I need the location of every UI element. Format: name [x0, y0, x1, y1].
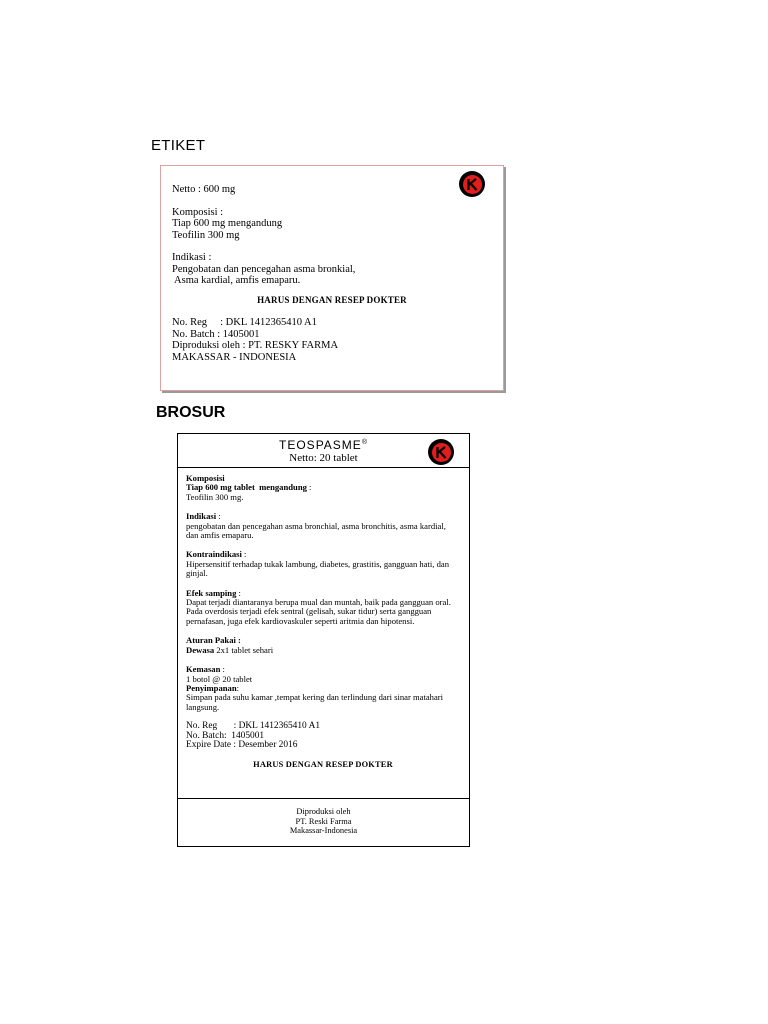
- dewasa-text: 2x1 tablet sehari: [214, 644, 274, 655]
- efek-samping-label: Efek samping: [186, 587, 237, 598]
- colon: :: [306, 482, 312, 493]
- komposisi-line: Tiap 600 mg mengandung: [172, 218, 283, 229]
- indikasi-line: Pengobatan dan pencegahan asma bronkial,: [172, 263, 356, 275]
- manufacturer: Diproduksi oleh : PT. RESKY FARMA: [172, 340, 339, 351]
- registered-mark: ®: [361, 439, 368, 446]
- footer-line: Makassar-Indonesia: [289, 826, 358, 835]
- dewasa-label: Dewasa: [186, 644, 215, 655]
- k-letter-icon: [435, 446, 448, 459]
- colon: :: [241, 549, 247, 560]
- brosur-leaflet: [177, 433, 470, 847]
- brosur-header: [178, 434, 469, 468]
- footer-divider: [178, 798, 469, 799]
- no-reg: No. Reg : DKL 1412365410 A1: [172, 317, 317, 328]
- komposisi-detail: Tiap 600 mg tablet mengandung: [186, 482, 307, 493]
- kontraindikasi-label: Kontraindikasi: [186, 549, 242, 560]
- prescription-warning: HARUS DENGAN RESEP DOKTER: [253, 760, 393, 770]
- no-batch: No. Batch: 1405001: [186, 730, 265, 741]
- no-reg: No. Reg : DKL 1412365410 A1: [186, 721, 321, 732]
- indikasi-line: Asma kardial, amfis emaparu.: [172, 275, 301, 286]
- penyimpanan-text: Simpan pada suhu kamar ,tempat kering dan terlindung dari sinar matahari langsung.: [186, 692, 444, 712]
- location: MAKASSAR - INDONESIA: [172, 351, 297, 363]
- footer-line: PT. Reski Farma: [295, 816, 352, 826]
- product-name: TEOSPASME: [279, 438, 362, 452]
- product-title: [178, 438, 469, 452]
- colon: :: [236, 682, 240, 693]
- komposisi-value: Teofilin 300 mg.: [186, 491, 244, 502]
- etiket-label: [160, 165, 504, 391]
- etiket-heading: ETIKET: [151, 137, 206, 154]
- aturan-pakai-label: Aturan Pakai :: [186, 635, 241, 646]
- prescription-warning: HARUS DENGAN RESEP DOKTER: [257, 294, 407, 305]
- etiket-body: [172, 184, 492, 363]
- komposisi-label: Komposisi: [186, 473, 225, 483]
- penyimpanan-label: Penyimpanan: [186, 682, 237, 693]
- expire-date: Expire Date : Desember 2016: [186, 739, 298, 750]
- kemasan-label: Kemasan: [186, 664, 221, 675]
- kontraindikasi-text: Hipersensitif terhadap tukak lambung, diabetes, grastitis, gangguan hati, dan ginjal.: [186, 558, 449, 579]
- komposisi-line: Teofilin 300 mg: [172, 229, 240, 241]
- colon: :: [220, 664, 225, 675]
- efek-samping-text: Dapat terjadi diantaranya berupa mual dan muntah, baik pada gangguan oral. Pada overdosis terjadi efek sentral (gelisah, sukar tidur) serta gangguan pernafasan, juga efek kardiovaskuler seperti aritmia dan hipotensi.: [186, 597, 451, 626]
- indikasi-label: Indikasi :: [172, 252, 212, 263]
- colon: :: [216, 511, 221, 522]
- brosur-body: [186, 474, 460, 770]
- colon: :: [236, 587, 241, 598]
- brosur-heading: BROSUR: [156, 404, 226, 421]
- footer-line: Diproduksi oleh: [296, 807, 351, 816]
- indikasi-text: pengobatan dan pencegahan asma bronchial, asma bronchitis, asma kardial, dan amfis emaparu.: [186, 520, 446, 541]
- no-batch: No. Batch : 1405001: [172, 328, 260, 340]
- kemasan-text: 1 botol @ 20 tablet: [186, 673, 253, 684]
- netto-subtitle: Netto: 20 tablet: [289, 452, 358, 464]
- obat-keras-k-icon: [428, 439, 454, 465]
- indikasi-label: Indikasi: [186, 511, 217, 522]
- brosur-footer: [178, 807, 469, 836]
- komposisi-label: Komposisi :: [172, 206, 224, 218]
- netto-text: Netto : 600 mg: [172, 184, 236, 195]
